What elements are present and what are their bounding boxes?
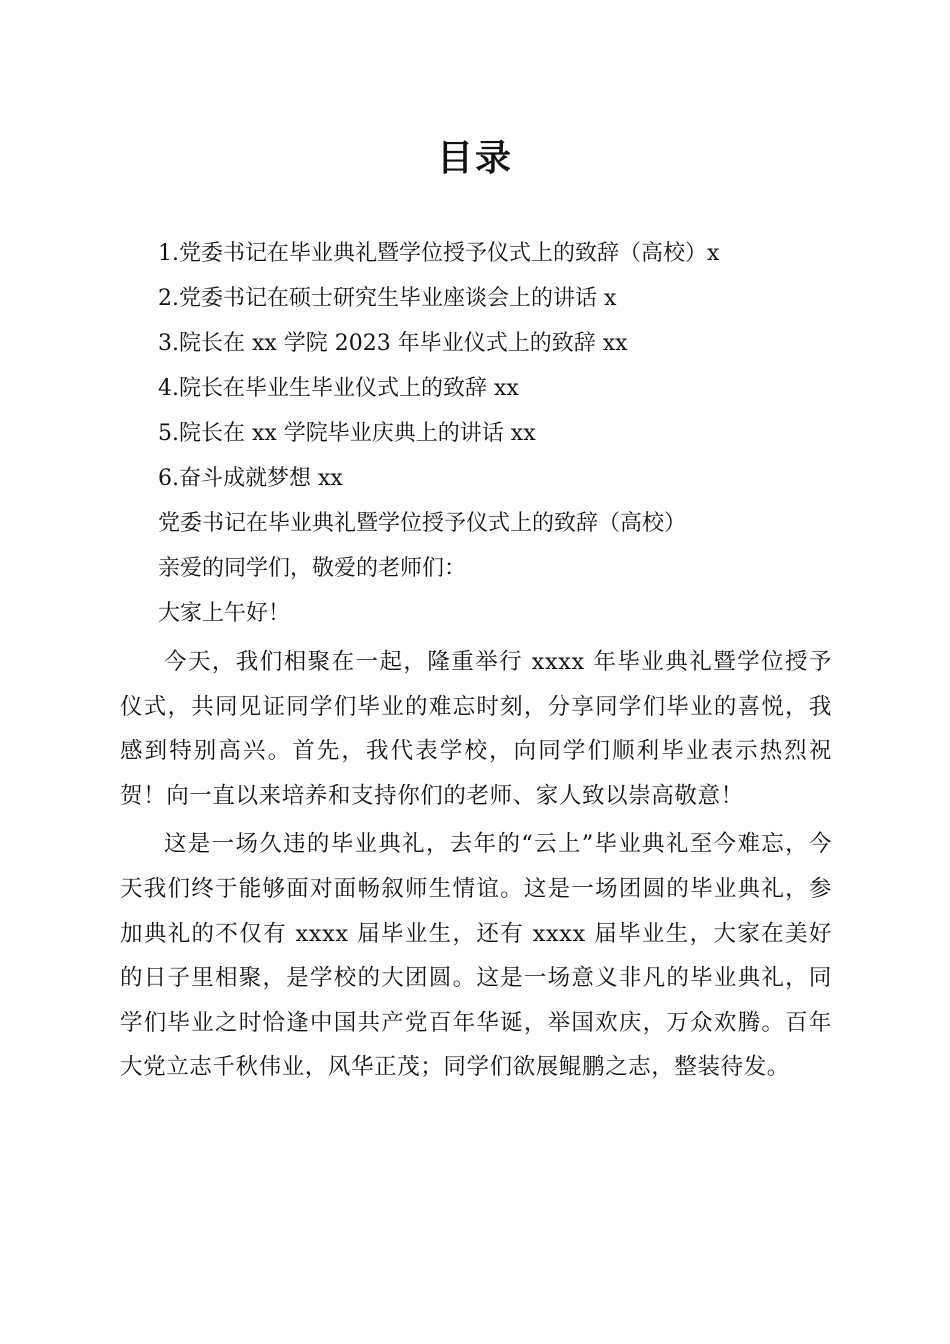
greeting: 大家上午好！: [158, 601, 291, 626]
toc-item: 2.党委书记在硕士研究生毕业座谈会上的讲话 x: [158, 286, 617, 311]
speech-heading: 党委书记在毕业典礼暨学位授予仪式上的致辞（高校）: [158, 511, 687, 536]
salutation: 亲爱的同学们，敬爱的老师们：: [158, 556, 467, 581]
toc-item: 6.奋斗成就梦想 xx: [158, 466, 343, 491]
speech-body: [120, 501, 832, 1090]
toc-item: 1.党委书记在毕业典礼暨学位授予仪式上的致辞（高校）x: [158, 241, 720, 266]
toc-item: 3.院长在 xx 学院 2023 年毕业仪式上的致辞 xx: [158, 331, 628, 356]
table-of-contents: [120, 231, 832, 501]
page-title: 目录: [436, 137, 513, 179]
paragraph: 今天，我们相聚在一起，隆重举行 xxxx 年毕业典礼暨学位授予仪式，共同见证同学们毕业的难忘时刻，分享同学们毕业的喜悦，我感到特别高兴。首先，我代表学校，向同学们顺利毕业表示热烈祝贺！向一直以来培养和支持你们的老师、家人致以崇高敬意！: [120, 649, 832, 809]
paragraph: 这是一场久违的毕业典礼，去年的“云上”毕业典礼至今难忘，今天我们终于能够面对面畅叙师生情谊。这是一场团圆的毕业典礼，参加典礼的不仅有 xxxx 届毕业生，还有 xxxx 届毕业生，大家在美好的日子里相聚，是学校的大团圆。这是一场意义非凡的毕业典礼，同学们毕业之时恰逢中国共产党百年华诞，举国欢庆，万众欢腾。百年大党立志千秋伟业，风华正茂；同学们欲展鲲鹏之志，整装待发。: [120, 831, 832, 1081]
toc-item: 5.院长在 xx 学院毕业庆典上的讲话 xx: [158, 421, 536, 446]
toc-item: 4.院长在毕业生毕业仪式上的致辞 xx: [158, 376, 519, 401]
